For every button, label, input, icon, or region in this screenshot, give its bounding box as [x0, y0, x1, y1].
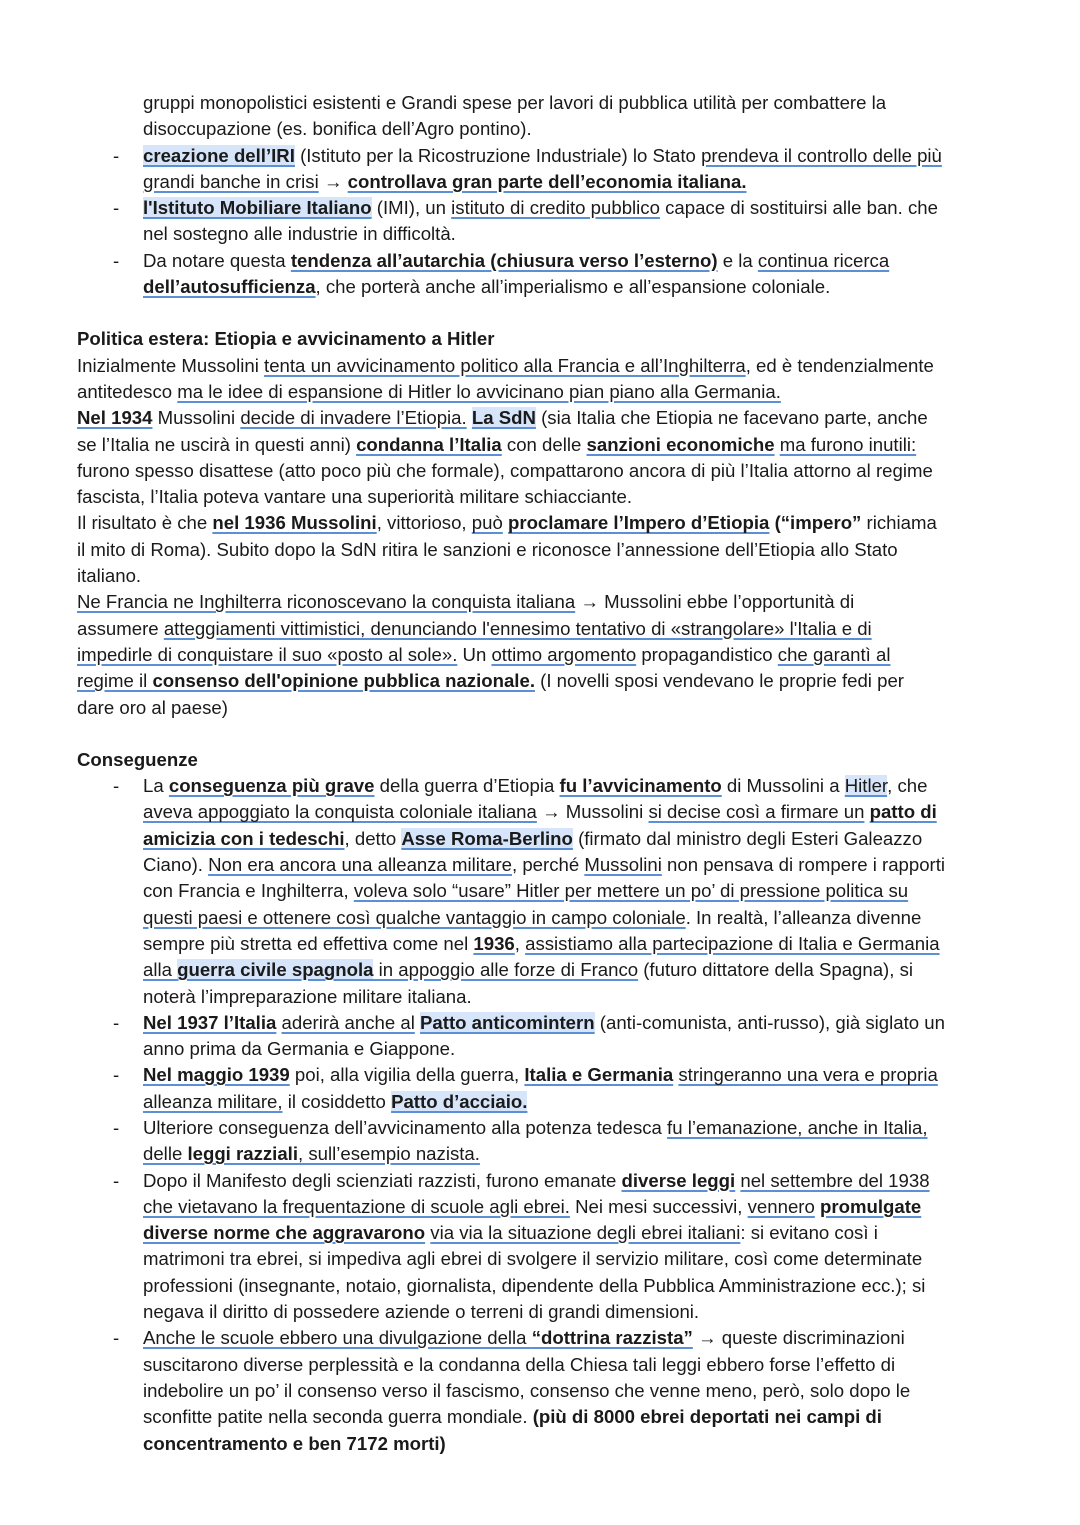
- text-segment: alla: [143, 959, 178, 981]
- text-segment: via via la situazione degli ebrei italiani: [430, 1222, 741, 1244]
- text-segment: stringeranno una vera e propria: [678, 1064, 938, 1086]
- text-segment: Hitler: [844, 775, 888, 797]
- bullet-continuation: [77, 169, 1008, 195]
- bullet-continuation: [77, 984, 1008, 1010]
- text-segment: Da notare questa: [143, 249, 291, 271]
- text-segment: tenta un avvicinamento politico alla Francia e all’Inghilterra: [264, 354, 746, 376]
- text-segment: se l’Italia ne uscirà in questi anni): [77, 433, 357, 455]
- text-segment: professioni (insegnante, notaio, giornalista, dipendente della Pubblica Amministrazione ecc.); si: [143, 1274, 926, 1296]
- text-segment: Dopo il Manifesto degli scienziati razzisti, furono emanate: [143, 1169, 622, 1191]
- text-segment: (I novelli sposi vendevano le proprie fedi per: [534, 670, 904, 692]
- text-segment: (futuro dittatore della Spagna), si: [638, 959, 914, 981]
- bullet-dash: -: [113, 144, 120, 166]
- text-segment: vennero: [747, 1195, 815, 1217]
- text-segment: ,: [514, 932, 526, 954]
- text-segment: Un: [457, 643, 492, 665]
- text-segment: si decise così a firmare un: [648, 801, 865, 823]
- text-segment: di Mussolini a: [721, 775, 845, 797]
- text-segment: aveva appoggiato la conquista coloniale italiana: [143, 801, 537, 823]
- text-segment: proclamare l’Impero d’Etiopia: [507, 512, 770, 534]
- text-segment: Ulteriore conseguenza dell’avvicinamento alla potenza tedesca: [143, 1116, 668, 1138]
- text-segment: sempre più stretta ed effettiva come nel: [143, 932, 474, 954]
- bullet-continuation: [77, 221, 1008, 247]
- section-heading: [77, 326, 1008, 352]
- text-segment: controllava gran parte dell’economia italiana.: [347, 170, 747, 192]
- bullet-continuation: [77, 905, 1008, 931]
- text-segment: grandi banche in crisi: [143, 170, 319, 192]
- bullet-continuation: [77, 852, 1008, 878]
- bullet-continuation: [77, 1246, 1008, 1272]
- bullet-continuation: [77, 799, 1008, 825]
- text-segment: e la: [717, 249, 758, 271]
- bullet-dash: -: [113, 1064, 120, 1086]
- text-segment: Nei mesi successivi,: [569, 1195, 748, 1217]
- text-segment: Mussolini: [584, 854, 662, 876]
- text-segment: Italia e Germania: [524, 1064, 674, 1086]
- text-segment: guerra civile spagnola: [177, 959, 374, 981]
- text-segment: non pensava di rompere i rapporti: [661, 854, 946, 876]
- bullet-continuation: [77, 1089, 1008, 1115]
- text-segment: che garantì al: [777, 643, 891, 665]
- bullet-dash: -: [113, 1011, 120, 1033]
- text-segment: , ed è tendenzialmente: [745, 354, 934, 376]
- text-segment: alleanza militare,: [143, 1090, 283, 1112]
- text-segment: furono spesso disattese (atto poco più che formale), compattarono ancora di più l’Italia attorno al regime: [77, 459, 933, 481]
- text-segment: sconfitte patite nella seconda guerra mondiale.: [143, 1406, 533, 1428]
- text-segment: condanna l’Italia: [356, 433, 502, 455]
- text-line: [77, 353, 1008, 379]
- bullet-item: [77, 1010, 1008, 1036]
- text-segment: diverse leggi: [621, 1169, 736, 1191]
- text-segment: l'Istituto Mobiliare Italiano: [143, 197, 372, 219]
- text-segment: , sull’esempio nazista.: [298, 1143, 480, 1165]
- bullet-item: [77, 773, 1008, 799]
- text-segment: decide di invadere l’Etiopia.: [240, 407, 467, 429]
- bullet-item: [77, 143, 1008, 169]
- text-line: [77, 589, 1008, 615]
- bullet-continuation: [77, 1273, 1008, 1299]
- text-segment: indebolire un po’ il consenso verso il fascismo, consenso che venne meno, però, solo dopo le: [143, 1379, 911, 1401]
- paragraph-gap: [77, 721, 1008, 747]
- text-segment: con Francia e Inghilterra,: [143, 880, 354, 902]
- text-segment: : si evitano così i: [740, 1222, 878, 1244]
- text-segment: Politica estera: Etiopia e avvicinamento a Hitler: [77, 328, 495, 350]
- text-segment: Ne Francia ne Inghilterra riconoscevano la conquista italiana: [77, 591, 576, 613]
- text-segment: Inizialmente Mussolini: [77, 354, 265, 376]
- text-segment: Nel 1937 l’Italia: [143, 1011, 277, 1033]
- text-segment: Asse Roma-Berlino: [401, 827, 573, 849]
- bullet-continuation: [77, 1299, 1008, 1325]
- bullet-item: [77, 1168, 1008, 1194]
- text-segment: → queste discriminazioni: [692, 1327, 905, 1349]
- text-segment: . In realtà, l’alleanza divenne: [685, 906, 922, 928]
- text-segment: richiama: [861, 512, 937, 534]
- bullet-continuation: [77, 116, 1008, 142]
- text-segment: ma furono inutili:: [779, 433, 917, 455]
- text-line: [77, 642, 1008, 668]
- bullet-continuation: [77, 957, 1008, 983]
- text-segment: gruppi monopolistici esistenti e Grandi spese per lavori di pubblica utilità per combattere la: [143, 92, 887, 113]
- text-segment: (firmato dal ministro degli Esteri Galeazzo: [572, 827, 923, 849]
- text-line: [77, 537, 1008, 563]
- text-line: [77, 458, 1008, 484]
- text-segment: fu l’emanazione, anche in Italia,: [667, 1116, 928, 1138]
- bullet-continuation: [77, 1352, 1008, 1378]
- text-segment: fu l’avvicinamento: [559, 775, 722, 797]
- text-segment: fascista, l’Italia poteva vantare una superiorità militare schiacciante.: [77, 486, 632, 508]
- text-segment: assumere: [77, 617, 164, 639]
- text-segment: prendeva il controllo delle più: [701, 144, 942, 166]
- text-segment: Non era ancora una alleanza militare: [208, 854, 512, 876]
- text-segment: nel 1936 Mussolini: [212, 512, 377, 534]
- bullet-continuation: [77, 1404, 1008, 1430]
- text-segment: il mito di Roma). Subito dopo la SdN ritira le sanzioni e riconosce l’annessione dell’Etiopia allo Stato: [77, 538, 898, 560]
- text-segment: voleva solo “usare” Hitler per mettere un po’ di pressione politica su: [353, 880, 909, 902]
- text-segment: Mussolini: [152, 407, 241, 429]
- text-line: [77, 510, 1008, 536]
- text-segment: Nel maggio 1939: [143, 1064, 290, 1086]
- text-segment: propagandistico: [636, 643, 778, 665]
- text-segment: La: [143, 775, 169, 797]
- text-segment: della guerra d’Etiopia: [374, 775, 560, 797]
- text-segment: , detto: [344, 827, 402, 849]
- text-line: [77, 432, 1008, 458]
- text-segment: Patto anticomintern: [420, 1011, 595, 1033]
- bullet-continuation: [77, 1036, 1008, 1062]
- text-segment: matrimoni tra ebrei, si impediva agli ebrei di svolgere il servizio militare, così come determinate: [143, 1248, 923, 1270]
- text-segment: italiano.: [77, 565, 142, 587]
- text-segment: atteggiamenti vittimistici, denunciando l'ennesimo tentativo di «strangolare» l'Italia e di: [163, 617, 872, 639]
- text-segment: amicizia con i tedeschi: [143, 827, 345, 849]
- text-segment: , perché: [511, 854, 585, 876]
- text-segment: aderirà anche al: [281, 1011, 415, 1033]
- text-segment: il cosiddetto: [282, 1090, 392, 1112]
- text-segment: Il risultato è che: [77, 512, 213, 534]
- text-segment: dare oro al paese): [77, 696, 228, 718]
- bullet-continuation: [77, 878, 1008, 904]
- bullet-continuation: [77, 274, 1008, 300]
- text-segment: leggi razziali: [187, 1143, 299, 1165]
- text-segment: istituto di credito pubblico: [451, 197, 660, 219]
- text-segment: con delle: [501, 433, 587, 455]
- text-segment: (più di 8000 ebrei deportati nei campi di: [532, 1406, 882, 1428]
- text-segment: continua ricerca: [757, 249, 890, 271]
- text-segment: in appoggio alle forze di Franco: [373, 959, 639, 981]
- text-segment: , che: [887, 775, 928, 797]
- text-segment: patto di: [869, 801, 937, 823]
- text-segment: , vittorioso,: [376, 512, 472, 534]
- text-segment: → Mussolini: [536, 801, 649, 823]
- text-segment: nel settembre del 1938: [740, 1169, 930, 1191]
- text-segment: ma le idee di espansione di Hitler lo avvicinano pian piano alla Germania.: [177, 380, 781, 402]
- bullet-item: [77, 195, 1008, 221]
- text-line: [77, 695, 1008, 721]
- text-segment: delle: [143, 1143, 188, 1165]
- bullet-continuation: [77, 1378, 1008, 1404]
- bullet-dash: -: [113, 1116, 120, 1138]
- text-segment: questi paesi e ottenere così qualche vantaggio in campo coloniale: [143, 906, 686, 928]
- text-segment: promulgate: [820, 1195, 922, 1217]
- bullet-item: [77, 1325, 1008, 1351]
- text-line: [77, 484, 1008, 510]
- bullet-continuation: [77, 90, 1008, 116]
- text-segment: La SdN: [471, 407, 536, 429]
- text-segment: →: [318, 170, 348, 192]
- bullet-continuation: [77, 1431, 1008, 1457]
- text-line: [77, 668, 1008, 694]
- bullet-dash: -: [113, 1327, 120, 1349]
- text-segment: (“impero”: [769, 512, 862, 534]
- section-heading: [77, 747, 1008, 773]
- text-segment: sanzioni economiche: [586, 433, 775, 455]
- text-segment: Nel 1934: [77, 407, 153, 429]
- text-segment: Anche le scuole ebbero una divulgazione della: [143, 1327, 532, 1349]
- text-segment: Conseguenze: [77, 748, 198, 770]
- bullet-item: [77, 1062, 1008, 1088]
- text-segment: impedirle di conquistare il suo «posto al sole».: [77, 643, 458, 665]
- text-segment: suscitarono diverse perplessità e la condanna della Chiesa tali leggi ebbero forse l’effetto di: [143, 1353, 896, 1375]
- bullet-continuation: [77, 931, 1008, 957]
- text-line: [77, 616, 1008, 642]
- bullet-continuation: [77, 826, 1008, 852]
- text-segment: concentramento e ben 7172 morti): [143, 1432, 446, 1454]
- text-line: [77, 405, 1008, 431]
- text-segment: Ciano).: [143, 854, 209, 876]
- bullet-continuation: [77, 1141, 1008, 1167]
- text-line: [77, 379, 1008, 405]
- text-segment: conseguenza più grave: [168, 775, 375, 797]
- text-segment: antitedesco: [77, 380, 178, 402]
- text-segment: può: [471, 512, 503, 534]
- text-segment: anno prima da Germania e Giappone.: [143, 1038, 456, 1060]
- text-segment: → Mussolini ebbe l’opportunità di: [575, 591, 855, 613]
- text-segment: consenso dell'opinione pubblica nazionale.: [152, 670, 535, 692]
- text-segment: negava il diritto di possedere aziende o terreni di grandi dimensioni.: [143, 1301, 700, 1323]
- text-segment: diverse norme che aggravarono: [143, 1222, 426, 1244]
- text-segment: Patto d’acciaio.: [391, 1090, 528, 1112]
- bullet-item: [77, 1115, 1008, 1141]
- text-segment: (Istituto per la Ricostruzione Industriale) lo Stato: [294, 144, 702, 166]
- text-segment: tendenza all’autarchia: [290, 249, 486, 271]
- text-segment: nel sostegno alle industrie in difficoltà.: [143, 223, 456, 245]
- text-segment: creazione dell’IRI: [143, 144, 295, 166]
- text-segment: , che porterà anche all’imperialismo e all’espansione coloniale.: [315, 276, 831, 298]
- paragraph-gap: [77, 300, 1008, 326]
- text-segment: regime il: [77, 670, 153, 692]
- bullet-dash: -: [113, 1169, 120, 1191]
- text-segment: che vietavano la frequentazione di scuole agli ebrei.: [143, 1195, 570, 1217]
- text-segment: ottimo argomento: [491, 643, 637, 665]
- text-segment: capace di sostituirsi alle ban. che: [659, 197, 938, 219]
- text-segment: poi, alla vigilia della guerra,: [289, 1064, 525, 1086]
- text-segment: (sia Italia che Etiopia ne facevano parte, anche: [535, 407, 928, 429]
- text-line: [77, 563, 1008, 589]
- bullet-continuation: [77, 1220, 1008, 1246]
- text-segment: (anti-comunista, anti-russo), già siglato un: [594, 1011, 945, 1033]
- text-segment: assistiamo alla partecipazione di Italia e Germania: [525, 932, 940, 954]
- text-segment: disoccupazione (es. bonifica dell’Agro pontino).: [143, 118, 532, 140]
- text-segment: (IMI), un: [371, 197, 452, 219]
- text-segment: 1936: [473, 932, 515, 954]
- bullet-item: [77, 248, 1008, 274]
- bullet-dash: -: [113, 249, 120, 271]
- bullet-dash: -: [113, 197, 120, 219]
- text-segment: dell’autosufficienza: [143, 276, 316, 298]
- bullet-dash: -: [113, 775, 120, 797]
- bullet-continuation: [77, 1194, 1008, 1220]
- text-segment: (chiusura verso l’esterno): [485, 249, 718, 271]
- text-segment: “dottrina razzista”: [531, 1327, 693, 1349]
- text-segment: noterà l’impreparazione militare italiana.: [143, 985, 472, 1007]
